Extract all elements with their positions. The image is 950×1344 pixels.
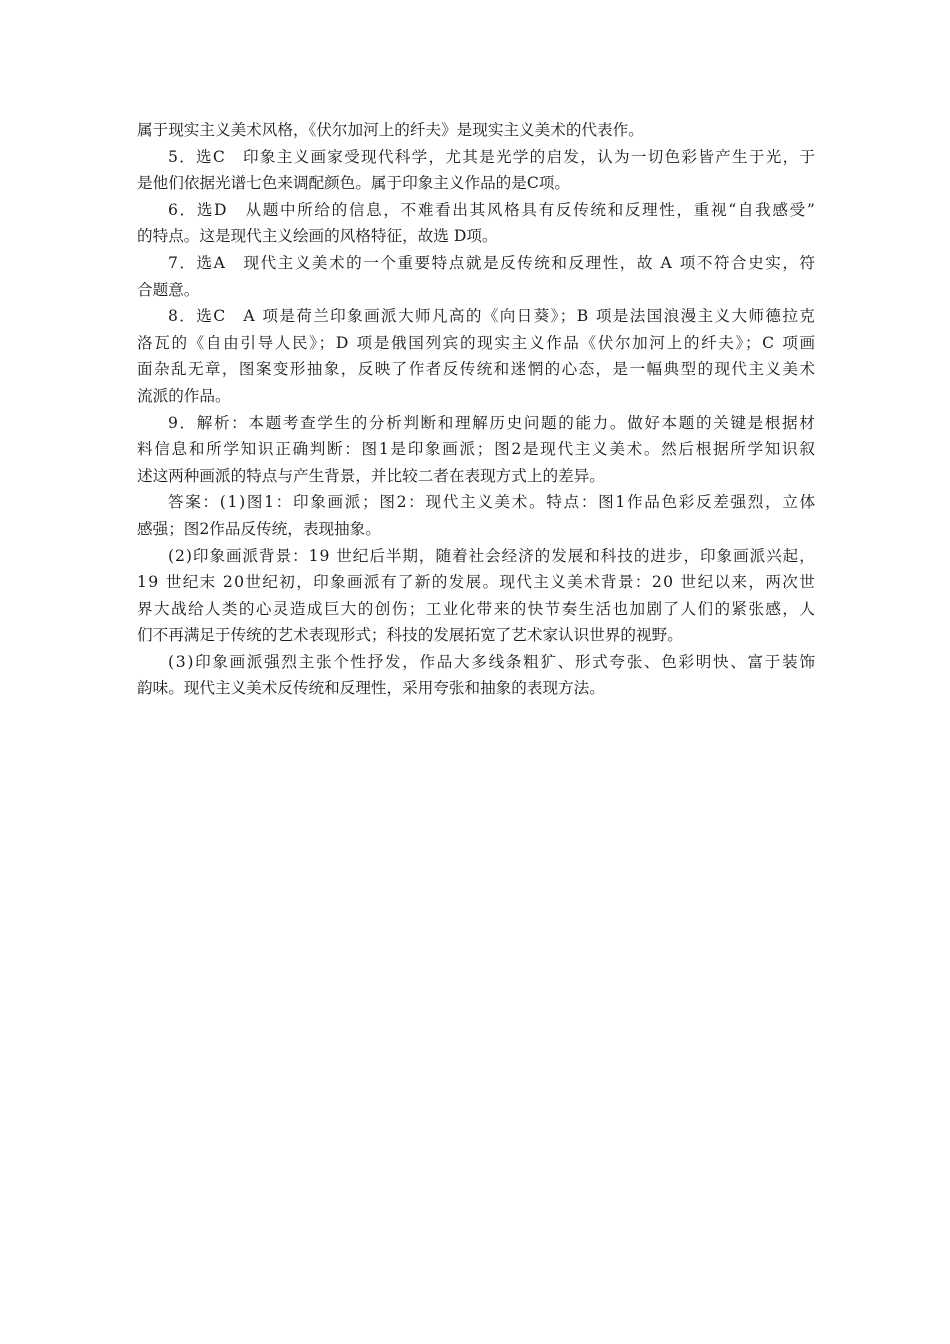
text-line: 述这两种画派的特点与产生背景，并比较二者在表现方式上的差异。 [137, 466, 605, 485]
text-line: 的特点。这是现代主义绘画的风格特征，故选 D项。 [137, 227, 498, 246]
text-line: 感强；图2作品反传统，表现抽象。 [137, 519, 381, 538]
text-line: 7．选A 现代主义美术的一个重要特点就是反传统和反理性，故 A 项不符合史实，符 [168, 253, 817, 272]
text-line: 是他们依据光谱七色来调配颜色。属于印象主义作品的是C项。 [137, 174, 570, 193]
text-line: 料信息和所学知识正确判断：图1是印象画派；图2是现代主义美术。然后根据所学知识叙 [137, 440, 817, 459]
text-line: 界大战给人类的心灵造成巨大的创伤；工业化带来的快节奏生活也加剧了人们的紧张感，人 [137, 599, 817, 618]
text-line: 19 世纪末 20世纪初，印象画派有了新的发展。现代主义美术背景：20 世纪以来，两次世 [137, 573, 817, 592]
text-line: 们不再满足于传统的艺术表现形式；科技的发展拓宽了艺术家认识世界的视野。 [137, 626, 683, 645]
text-line: 6．选D 从题中所给的信息，不难看出其风格具有反传统和反理性，重视“自我感受” [168, 200, 817, 219]
text-line: 面杂乱无章，图案变形抽象，反映了作者反传统和迷惘的心态，是一幅典型的现代主义美术 [137, 360, 817, 379]
text-line: 洛瓦的《自由引导人民》；D 项是俄国列宾的现实主义作品《伏尔加河上的纤夫》；C 项画 [137, 333, 817, 352]
text-line: 8．选C A 项是荷兰印象画派大师凡高的《向日葵》；B 项是法国浪漫主义大师德拉克 [168, 307, 817, 326]
text-line: 5．选C 印象主义画家受现代科学，尤其是光学的启发，认为一切色彩皆产生于光，于 [168, 147, 817, 166]
text-line: 合题意。 [137, 280, 200, 299]
text-line: 答案：(1)图1：印象画派；图2：现代主义美术。特点：图1作品色彩反差强烈，立体 [168, 493, 817, 512]
text-line: (3)印象画派强烈主张个性抒发，作品大多线条粗犷、形式夸张、色彩明快、富于装饰 [168, 652, 817, 671]
text-line: (2)印象画派背景：19 世纪后半期，随着社会经济的发展和科技的进步，印象画派兴起， [168, 546, 816, 565]
answer-text-body [137, 117, 815, 702]
text-line: 9．解析：本题考查学生的分析判断和理解历史问题的能力。做好本题的关键是根据材 [168, 413, 817, 432]
text-line: 韵味。现代主义美术反传统和反理性，采用夸张和抽象的表现方法。 [137, 679, 605, 698]
text-line: 属于现实主义美术风格，《伏尔加河上的纤夫》是现实主义美术的代表作。 [137, 121, 644, 139]
text-line: 流派的作品。 [137, 386, 231, 405]
